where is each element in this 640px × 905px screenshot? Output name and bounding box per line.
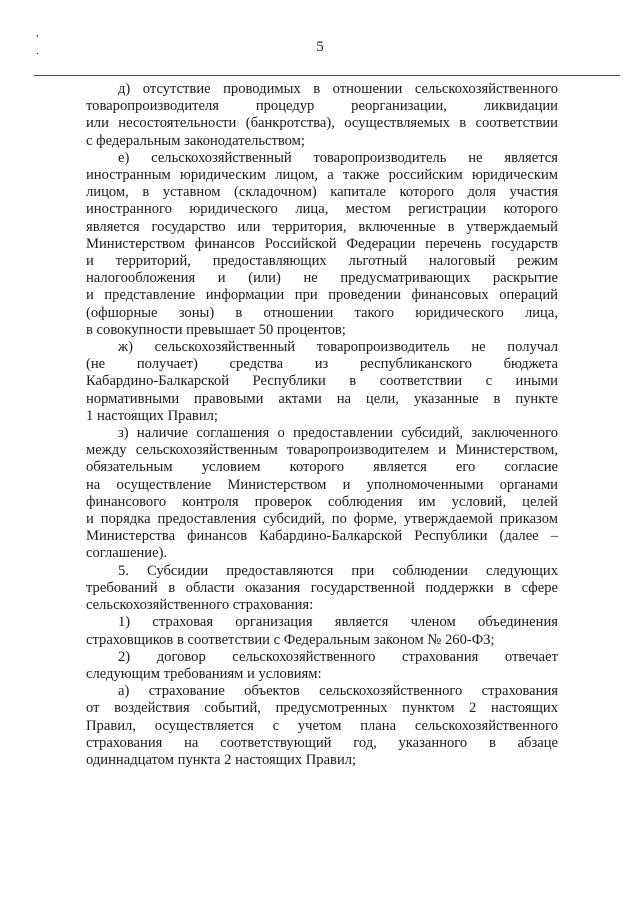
text-line: а) страхование объектов сельскохозяйственного страхования <box>118 683 558 700</box>
paragraph <box>86 425 558 563</box>
text-line: 1) страховая организация является членом объединения <box>118 614 558 631</box>
text-line: сельскохозяйственного страхования: <box>86 597 314 614</box>
text-line: 1 настоящих Правил; <box>86 407 218 424</box>
text-line: от воздействия событий, предусмотренных пунктом 2 настоящих <box>86 700 558 717</box>
text-line: иностранного юридического лица, местом регистрации которого <box>86 201 558 218</box>
text-line: 2) договор сельскохозяйственного страхования отвечает <box>118 648 558 665</box>
text-line: лицом, в уставном (складочном) капитале которого доля участия <box>86 184 558 201</box>
text-line: следующим требованиям и условиям: <box>86 665 322 682</box>
paragraph <box>86 614 558 648</box>
page-number: 5 <box>316 39 324 55</box>
text-line: страховщиков в соответствии с Федеральным законом № 260-ФЗ; <box>86 631 495 648</box>
text-line: требований в области оказания государственной поддержки в сфере <box>86 579 558 596</box>
text-line: является государство или территория, включенные в утверждаемый <box>86 218 558 235</box>
text-line: (офшорные зоны) в отношении такого юридического лица, <box>86 304 558 321</box>
text-line: соглашение). <box>86 545 168 562</box>
scan-marks: , . <box>36 27 39 57</box>
document-body <box>86 81 558 769</box>
paragraph <box>86 81 558 150</box>
text-line: обязательным условием которого является его согласие <box>86 459 558 476</box>
text-line: и представление информации при проведении финансовых операций <box>86 287 558 304</box>
text-line: товаропроизводителя процедур реорганизации, ликвидации <box>86 98 558 115</box>
text-line: Кабардино-Балкарской Республики в соответствии с иными <box>86 373 558 390</box>
paragraph <box>86 150 558 339</box>
paragraph <box>86 563 558 615</box>
text-line: в совокупности превышает 50 процентов; <box>86 321 346 338</box>
text-line: д) отсутствие проводимых в отношении сельскохозяйственного <box>118 81 558 97</box>
text-line: Правил, осуществляется с учетом плана сельскохозяйственного <box>86 717 558 734</box>
text-line: между сельскохозяйственным товаропроизводителем и Министерством, <box>86 442 558 459</box>
text-line: е) сельскохозяйственный товаропроизводитель не является <box>118 149 558 166</box>
paragraph <box>86 649 558 683</box>
text-line: иностранным юридическим лицом, а также российским юридическим <box>86 167 558 184</box>
text-line: Министерства финансов Кабардино-Балкарской Республики (далее – <box>86 528 558 545</box>
paragraph <box>86 683 558 769</box>
text-line: налогообложения и (или) не предусматривающих раскрытие <box>86 270 558 287</box>
text-line: нормативными правовыми актами на цели, указанные в пункте <box>86 390 558 407</box>
text-line: (не получает) средства из республиканского бюджета <box>86 356 558 373</box>
header-rule <box>34 75 620 76</box>
text-line: одиннадцатом пункта 2 настоящих Правил; <box>86 751 357 768</box>
text-line: с федеральным законодательством; <box>86 132 305 149</box>
text-line: и территорий, предоставляющих льготный налоговый режим <box>86 253 558 270</box>
text-line: з) наличие соглашения о предоставлении субсидий, заключенного <box>118 425 558 442</box>
text-line: на осуществление Министерством и уполномоченными органами <box>86 476 558 493</box>
text-line: страхования на соответствующий год, указанного в абзаце <box>86 734 558 751</box>
text-line: финансового контроля проверок соблюдения им условий, целей <box>86 493 558 510</box>
text-line: и порядка предоставления субсидий, по форме, утверждаемой приказом <box>86 511 558 528</box>
text-line: или несостоятельности (банкротства), осуществляемых в соответствии <box>86 115 558 132</box>
text-line: ж) сельскохозяйственный товаропроизводитель не получал <box>118 339 558 356</box>
text-line: Министерством финансов Российской Федерации перечень государств <box>86 235 558 252</box>
paragraph <box>86 339 558 425</box>
text-line: 5. Субсидии предоставляются при соблюдении следующих <box>118 562 558 579</box>
